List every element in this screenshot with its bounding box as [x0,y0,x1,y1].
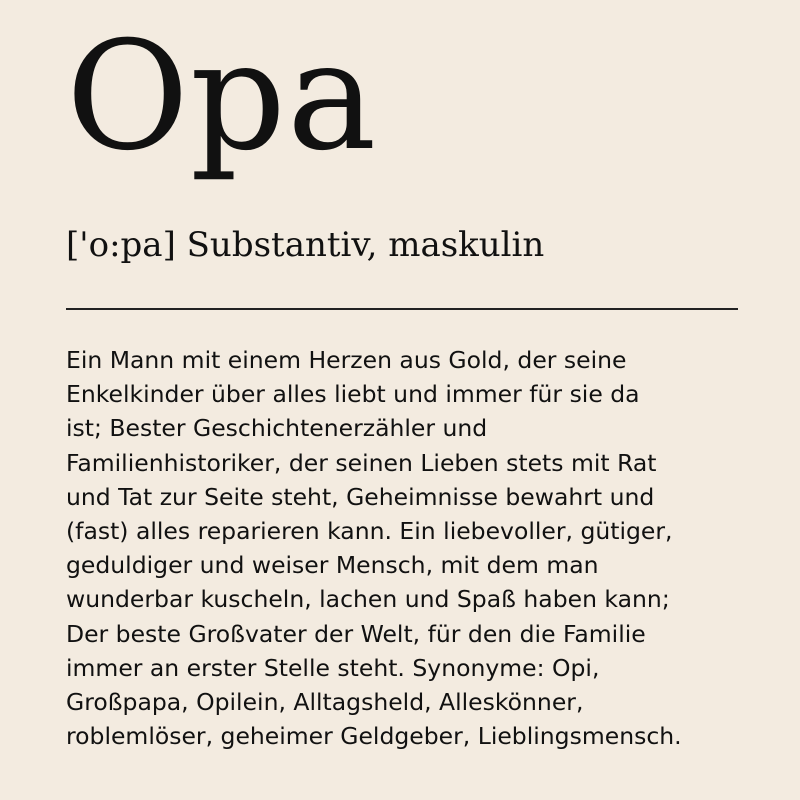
pronunciation-and-word-class: ['o:pa] Substantiv, maskulin [66,225,545,265]
definition-line: Großpapa, Opilein, Alltagsheld, Alleskönner, [66,688,584,717]
definition-line: roblemlöser, geheimer Geldgeber, Lieblingsmensch. [66,722,682,751]
definition-line: Ein Mann mit einem Herzen aus Gold, der seine [66,346,627,374]
entry-word-title: Opa [66,10,378,184]
definition-line: (fast) alles reparieren kann. Ein liebevoller, gütiger, [66,517,673,546]
definition-line: Enkelkinder über alles liebt und immer für sie da [66,380,640,409]
definition-line: geduldiger und weiser Mensch, mit dem man [66,551,599,580]
definition-line: wunderbar kuscheln, lachen und Spaß haben kann; [66,585,670,614]
definition-text [66,343,746,753]
definition-line: Familienhistoriker, der seinen Lieben stets mit Rat [66,448,657,477]
definition-line: Der beste Großvater der Welt, für den die Familie [66,619,646,648]
definition-line: ist; Bester Geschichtenerzähler und [66,414,488,443]
divider-line [66,308,738,310]
definition-line: und Tat zur Seite steht, Geheimnisse bewahrt und [66,482,655,511]
definition-line: immer an erster Stelle steht. Synonyme: Opi, [66,653,600,682]
